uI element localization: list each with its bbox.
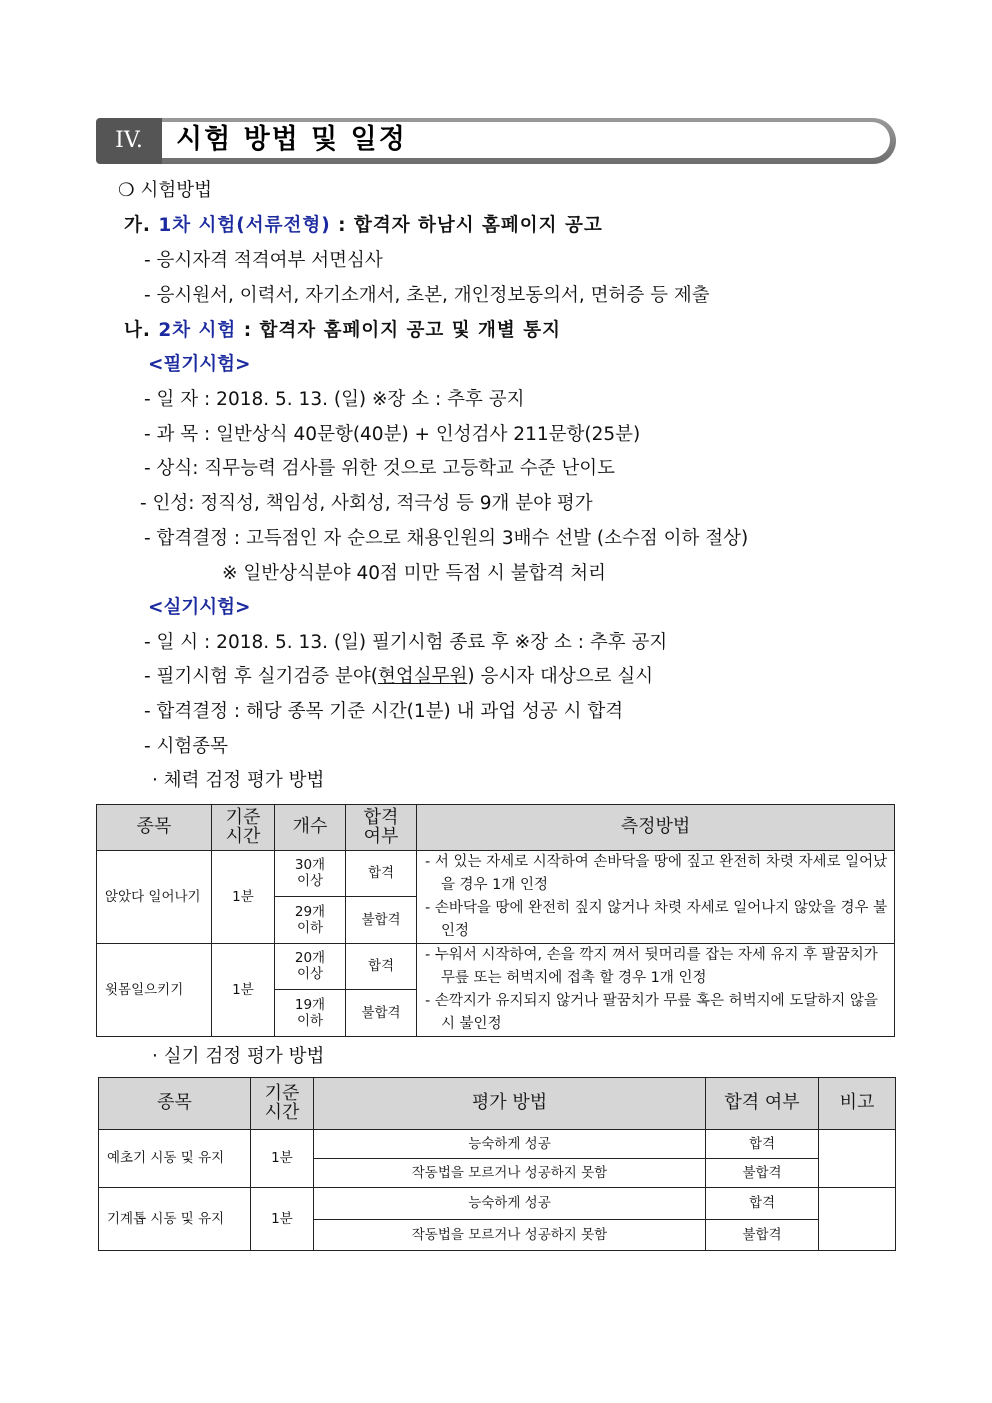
practical-line-4: - 시험종목 [144,736,229,757]
practical-header-row [99,1078,896,1130]
practical-line-3: - 합격결정 : 해당 종목 기준 시간(1분) 내 과업 성공 시 합격 [144,701,624,722]
header-time: 기준 시간 [251,1078,314,1130]
header-method: 평가 방법 [314,1078,706,1130]
count-pass: 20개 이상 [275,944,346,990]
step1-line-2: - 응시원서, 이력서, 자기소개서, 초본, 개인정보동의서, 면허증 등 제출 [144,285,710,306]
item-time: 1분 [251,1188,314,1251]
method-pass: 능숙하게 성공 [314,1130,706,1159]
step2-desc: : 합격자 홈페이지 공고 및 개별 통지 [236,320,561,341]
written-note: ※ 일반상식분야 40점 미만 득점 시 불합격 처리 [222,563,607,584]
practical-subheading: · 실기 검정 평가 방법 [152,1046,325,1067]
header-item: 종목 [97,805,212,851]
method-cell [417,944,895,1037]
count-fail: 29개 이하 [275,896,346,943]
section-header [96,118,896,164]
item-name: 기계톱 시동 및 유지 [99,1188,251,1251]
method-pass: 능숙하게 성공 [314,1188,706,1220]
method-fail: - 손바닥을 땅에 완전히 짚지 않거나 차렷 자세로 일어나지 않았을 경우 불인정 [425,900,888,939]
method-fail: - 손깍지가 유지되지 않거나 팔꿈치가 무릎 혹은 허벅지에 도달하지 않을시 불인정 [425,993,878,1032]
pass-label: 합격 [346,851,417,897]
table-row [99,1188,896,1220]
note-cell [819,1188,896,1251]
step2-heading [124,316,561,342]
item-time: 1분 [212,944,275,1037]
practical-table [98,1077,896,1251]
step1-desc: : 합격자 하남시 홈페이지 공고 [330,215,603,236]
header-time: 기준 시간 [212,805,275,851]
header-method: 측정방법 [417,805,895,851]
method-fail: 작동법을 모르거나 성공하지 못함 [314,1220,706,1251]
practical-field: 현업실무원 [378,666,468,687]
step2-label: 2차 시험 [158,320,237,341]
table-row [99,1130,896,1159]
step2-prefix: 나. [124,320,159,341]
fitness-table [96,804,895,1037]
fail-label: 불합격 [346,989,417,1036]
header-count: 개수 [275,805,346,851]
practical-line-1: - 일 시 : 2018. 5. 13. (일) 필기시험 종료 후 ※장 소 : 추후 공지 [144,632,668,653]
item-name: 예초기 시동 및 유지 [99,1130,251,1188]
step1-heading [124,211,603,237]
written-heading: <필기시험> [148,354,251,375]
header-pass: 합격 여부 [346,805,417,851]
written-line-4: - 인성: 정직성, 책임성, 사회성, 적극성 등 9개 분야 평가 [140,493,593,514]
method-pass: - 누워서 시작하여, 손을 깍지 껴서 뒷머리를 잡는 자세 유지 후 팔꿈치가 무릎 또는 허벅지에 접촉 할 경우 1개 인정 [425,947,878,986]
header-note: 비고 [819,1078,896,1130]
note-cell [819,1130,896,1188]
section-number: IV. [115,128,143,153]
fitness-subheading: · 체력 검정 평가 방법 [152,770,325,791]
written-line-2: - 과 목 : 일반상식 40문항(40분) + 인성검사 211문항(25분) [144,424,641,445]
fail-label: 불합격 [706,1159,819,1188]
method-fail: 작동법을 모르거나 성공하지 못함 [314,1159,706,1188]
table-row [97,944,895,990]
fail-label: 불합격 [346,896,417,943]
item-time: 1분 [251,1130,314,1188]
practical-line-2a: - 필기시험 후 실기검증 분야( [144,666,378,687]
practical-heading: <실기시험> [148,597,251,618]
section-title: 시험 방법 및 일정 [176,124,407,155]
count-fail: 19개 이하 [275,989,346,1036]
pass-label: 합격 [346,944,417,990]
item-time: 1분 [212,851,275,944]
written-line-5: - 합격결정 : 고득점인 자 순으로 채용인원의 3배수 선발 (소수점 이하 절상) [144,528,749,549]
pass-label: 합격 [706,1188,819,1220]
header-pass: 합격 여부 [706,1078,819,1130]
practical-line-2b: ) 응시자 대상으로 실시 [467,666,654,687]
written-line-3: - 상식: 직무능력 검사를 위한 것으로 고등학교 수준 난이도 [144,458,615,479]
item-name: 윗몸일으키기 [97,944,212,1037]
step1-line-1: - 응시자격 적격여부 서면심사 [144,250,383,271]
pass-label: 합격 [706,1130,819,1159]
fitness-header-row [97,805,895,851]
step1-prefix: 가. [124,215,159,236]
fail-label: 불합격 [706,1220,819,1251]
bullet-heading: ❍ 시험방법 [118,180,212,201]
practical-line-2 [144,662,653,688]
header-item: 종목 [99,1078,251,1130]
step1-label: 1차 시험(서류전형) [158,215,331,236]
table-row [97,851,895,897]
method-cell [417,851,895,944]
written-line-1: - 일 자 : 2018. 5. 13. (일) ※장 소 : 추후 공지 [144,389,525,410]
count-pass: 30개 이상 [275,851,346,897]
item-name: 앉았다 일어나기 [97,851,212,944]
method-pass: - 서 있는 자세로 시작하여 손바닥을 땅에 짚고 완전히 차렷 자세로 일어났을 경우 1개 인정 [425,854,888,893]
